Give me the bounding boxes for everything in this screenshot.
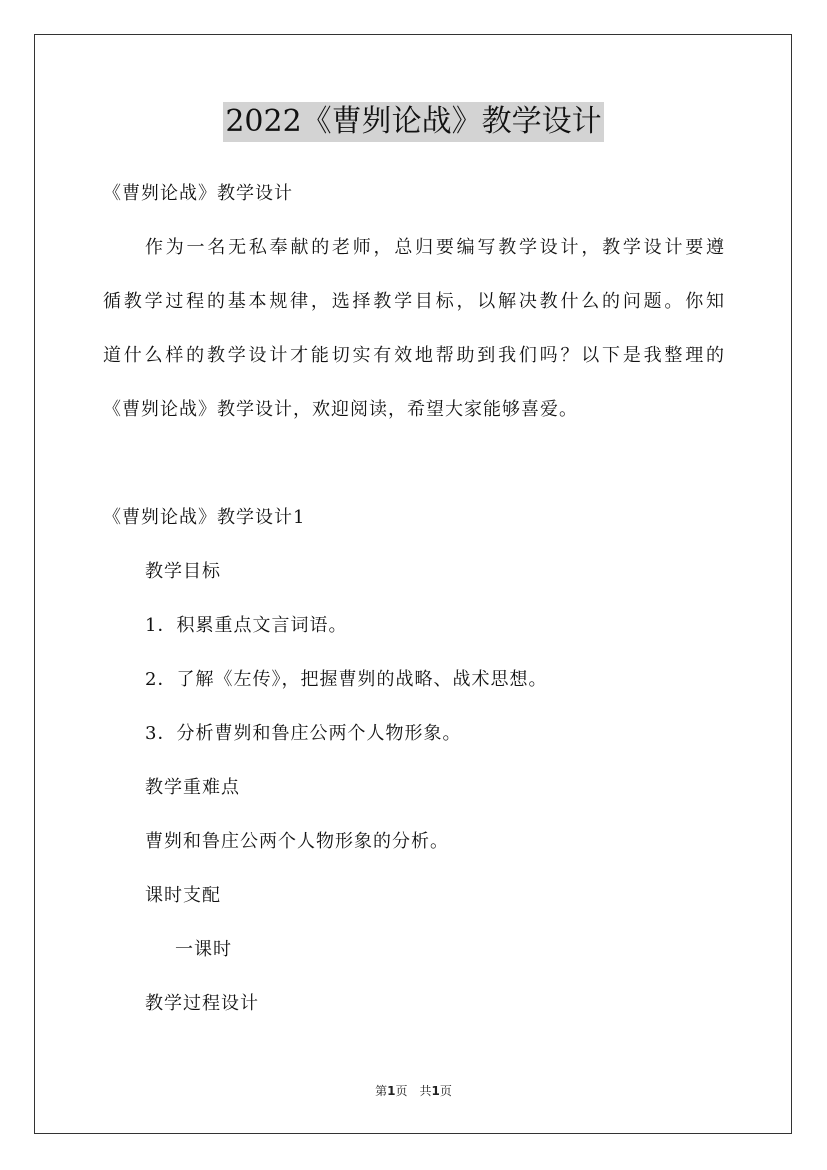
goals-heading: 教学目标 [145,561,221,582]
title-wrap [0,102,827,142]
footer-mid: 页 共 [395,1084,432,1098]
intro-line-3: 道什么样的教学设计才能切实有效地帮助到我们吗？以下是我整理的 [103,345,725,366]
footer-suffix: 页 [439,1084,452,1098]
schedule-heading: 课时支配 [145,885,221,906]
intro-line-2: 循教学过程的基本规律，选择教学目标，以解决教什么的问题。你知 [103,291,725,312]
footer-page-total: 1 [431,1084,440,1098]
process-heading: 教学过程设计 [145,993,259,1014]
subtitle: 《曹刿论战》教学设计 [103,183,293,204]
goal-item-2: 2．了解《左传》，把握曹刿的战略、战术思想。 [145,669,548,690]
intro-line-1: 作为一名无私奉献的老师，总归要编写教学设计，教学设计要遵 [145,237,725,258]
goal-item-1: 1．积累重点文言词语。 [145,615,348,636]
goal-item-3: 3．分析曹刿和鲁庄公两个人物形象。 [145,723,462,744]
section-heading: 《曹刿论战》教学设计1 [103,507,306,528]
difficulty-text: 曹刿和鲁庄公两个人物形象的分析。 [145,831,449,852]
page-footer [0,1083,827,1099]
intro-line-4: 《曹刿论战》教学设计，欢迎阅读，希望大家能够喜爱。 [103,399,578,420]
schedule-text: 一课时 [175,939,232,960]
document-title: 2022《曹刿论战》教学设计 [223,102,603,142]
footer-page-number: 1 [387,1084,396,1098]
footer-prefix: 第 [375,1084,388,1098]
difficulty-heading: 教学重难点 [145,777,240,798]
